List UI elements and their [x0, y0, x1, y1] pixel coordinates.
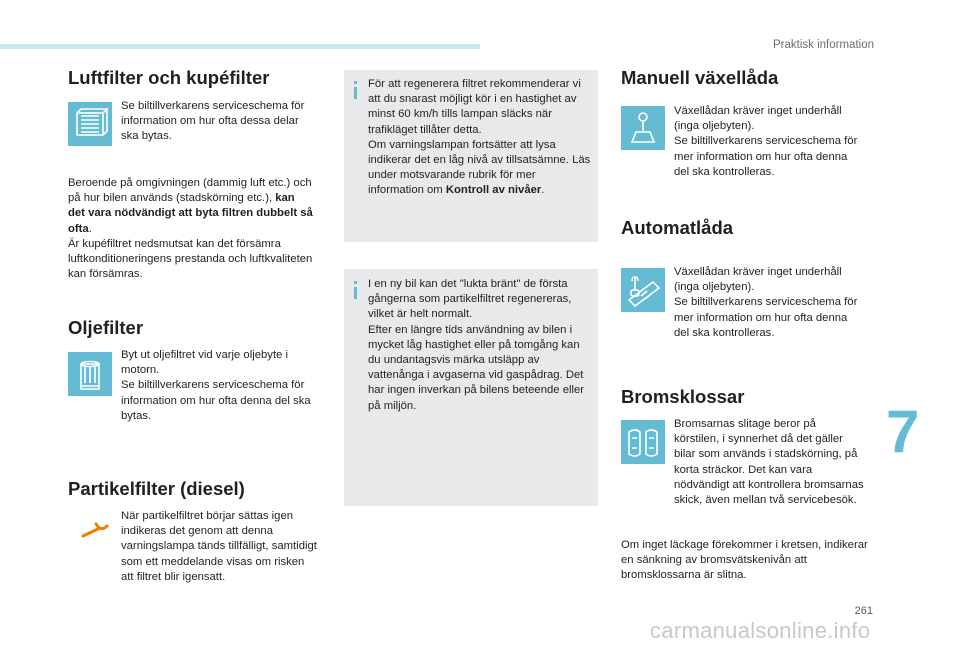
- wrench-icon: [80, 520, 110, 540]
- section-title-automat: Automatlåda: [621, 217, 734, 238]
- section-title-partikelfilter: Partikelfilter (diesel): [68, 478, 245, 499]
- info-box-regeneration-text: För att regenerera filtret rekommenderar vi att du snarast möjligt kör i en hastighet av minst 60 km/h tills lampan släcks när trafikläget tillåter detta. Om varningslampan fortsätter att lysa indikerar det en låg nivå av tillsatsämne. Läs under motsvarande rubrik för mer information om Kontroll av nivåer.: [368, 78, 591, 197]
- section-title-luftfilter: Luftfilter och kupéfilter: [68, 67, 270, 88]
- manuell-text: Växellådan kräver inget underhåll (inga oljebyten). Se biltillverkarens serviceschema för mer information om hur ofta denna del ska kontrolleras.: [674, 105, 858, 178]
- section-title-broms: Bromsklossar: [621, 386, 745, 407]
- luftfilter-paragraph-1: Beroende på omgivningen (dammig luft etc.) och på hur bilen används (stadskörning etc.), kan det vara nödvändigt att byta filtren dubbelt så ofta. Är kupéfiltret nedsmutsat kan det försämra luftkonditioneringens prestanda och luftkvaliteten kan försämras.: [68, 177, 313, 281]
- info-box-regeneration: [344, 70, 598, 242]
- info-box-smell: [344, 269, 598, 506]
- info-icon: [354, 81, 357, 84]
- air-filter-icon: [68, 102, 112, 146]
- info-box-smell-text: I en ny bil kan det "lukta bränt" de första gångerna som partikelfiltret regenereras, vilket är helt normalt. Efter en längre tids användning av bilen i mycket låg hastighet eller på tomgång kan du undantagsvis märka utsläpp av vattenånga i avgaserna vid gaspådrag. Det har ingen inverkan på bilens beteende eller på miljön.: [368, 278, 585, 412]
- oljefilter-text: Byt ut oljefiltret vid varje oljebyte i motorn. Se biltillverkarens serviceschema för information om hur ofta denna del ska bytas.: [121, 349, 311, 422]
- watermark: carmanualsonline.info: [650, 618, 871, 643]
- luftfilter-emphasis: kan det vara nödvändigt att byta filtren dubbelt så ofta: [68, 192, 313, 235]
- luftfilter-paragraph-2: Är kupéfiltret nedsmutsat kan det försämra luftkonditioneringens prestanda och luftkvaliteten kan försämras.: [68, 237, 313, 281]
- header-bar: [0, 44, 480, 49]
- section-title-manuell: Manuell växellåda: [621, 67, 779, 88]
- automat-text: Växellådan kräver inget underhåll (inga oljebyten). Se biltillverkarens serviceschema för mer information om hur ofta denna del ska kontrolleras.: [674, 266, 858, 339]
- section-title-oljefilter: Oljefilter: [68, 317, 144, 338]
- info-icon: [354, 281, 357, 284]
- page-number: 261: [854, 605, 873, 617]
- chapter-number: 7: [886, 398, 920, 465]
- header-title: Praktisk information: [773, 39, 874, 51]
- automatic-gearbox-icon: [621, 268, 665, 312]
- partikelfilter-text: När partikelfiltret börjar sättas igen indikeras det genom att denna varningslampa tänds tillfälligt, samtidigt som ett meddelande visas om risken att filtret blir igensatt.: [121, 510, 317, 583]
- brake-pads-icon: [621, 420, 665, 464]
- gear-lever-icon: [621, 106, 665, 150]
- broms-paragraph: Om inget läckage förekommer i kretsen, indikerar en sänkning av bromsvätskenivån att bromsklossarna är slitna.: [621, 539, 868, 582]
- oil-filter-icon: [68, 352, 112, 396]
- broms-icon-text: Bromsarnas slitage beror på körstilen, i synnerhet då det gäller bilar som används i stadskörning, på korta sträckor. Det kan vara nödvändigt att kontrollera bromsarnas skick, även mellan två servicebesök.: [674, 418, 864, 507]
- luftfilter-icon-text: Se biltillverkarens serviceschema för information om hur ofta dessa delar ska bytas.: [121, 100, 305, 143]
